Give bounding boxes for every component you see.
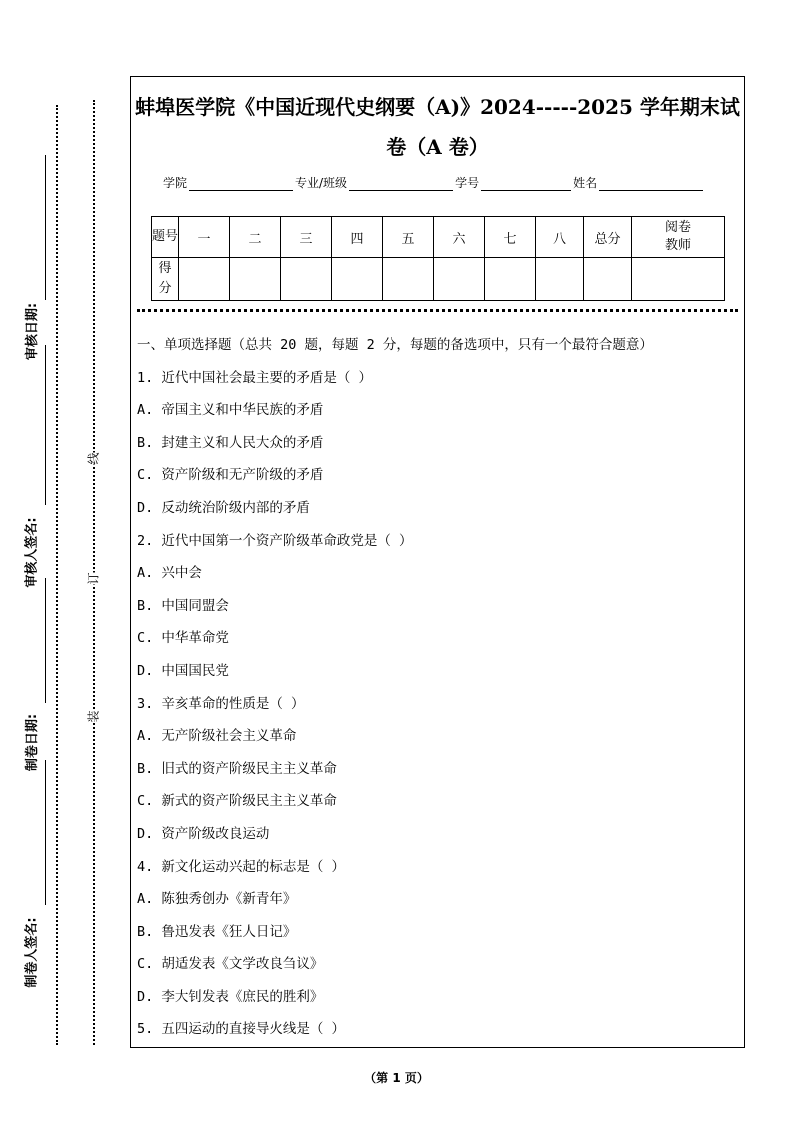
- question-stem: 5. 五四运动的直接导火线是（ ）: [137, 1021, 346, 1038]
- score-col-8: 八: [536, 217, 584, 258]
- reviewer-signature-label: 审核人签名:: [24, 517, 40, 588]
- exam-title-line2: 卷（A 卷）: [386, 135, 489, 159]
- binding-mark-order: 订: [86, 572, 101, 585]
- score-col-3: 三: [281, 217, 332, 258]
- score-table: [151, 216, 725, 301]
- question-option: B. 旧式的资产阶级民主主义革命: [137, 760, 337, 777]
- name-blank[interactable]: [599, 178, 703, 191]
- score-col-1: 一: [179, 217, 230, 258]
- major-class-blank[interactable]: [349, 178, 453, 191]
- question-option: B. 中国同盟会: [137, 597, 229, 614]
- review-date-label: 审核日期:: [25, 302, 41, 361]
- question-option: C. 新式的资产阶级民主主义革命: [137, 793, 337, 810]
- score-col-2: 二: [230, 217, 281, 258]
- binding-mark-line: 线: [86, 452, 101, 465]
- student-info-row: [163, 174, 705, 191]
- question-option: A. 陈独秀创办《新青年》: [137, 891, 297, 908]
- score-cell-total[interactable]: [584, 258, 632, 301]
- question-option: C. 中华革命党: [137, 630, 229, 647]
- question-number-header: 题号: [152, 217, 179, 258]
- score-cell-7[interactable]: [485, 258, 536, 301]
- exam-title-line1: 蚌埠医学院《中国近现代史纲要（A)》2024-----2025 学年期末试: [135, 95, 740, 119]
- question-option: A. 兴中会: [137, 565, 202, 582]
- outer-binding-dotted-line: [56, 105, 58, 1045]
- name-label: 姓名: [573, 176, 598, 190]
- score-row-label: 得分: [152, 258, 179, 301]
- question-stem: 1. 近代中国社会最主要的矛盾是（ ）: [137, 369, 373, 386]
- question-content: [137, 329, 740, 1046]
- score-cell-1[interactable]: [179, 258, 230, 301]
- score-cell-8[interactable]: [536, 258, 584, 301]
- grader-header: 阅卷教师: [632, 217, 725, 258]
- prepare-date-blank[interactable]: [45, 578, 46, 703]
- score-col-5: 五: [383, 217, 434, 258]
- page-number: （第 1 页）: [364, 1071, 429, 1085]
- section-separator: [137, 309, 738, 312]
- student-id-blank[interactable]: [481, 178, 571, 191]
- grader-cell[interactable]: [632, 258, 725, 301]
- review-date-blank[interactable]: [45, 155, 46, 300]
- score-cell-5[interactable]: [383, 258, 434, 301]
- college-blank[interactable]: [189, 178, 293, 191]
- question-option: B. 封建主义和人民大众的矛盾: [137, 434, 324, 451]
- question-option: A. 帝国主义和中华民族的矛盾: [137, 402, 324, 419]
- exam-frame: [130, 76, 745, 1048]
- prepare-date-label: 制卷日期:: [25, 713, 41, 772]
- section-heading: 一、单项选择题（总共 20 题，每题 2 分，每题的备选项中，只有一个最符合题意）: [137, 337, 653, 353]
- score-cell-6[interactable]: [434, 258, 485, 301]
- question-option: D. 李大钊发表《庶民的胜利》: [137, 988, 324, 1005]
- score-col-6: 六: [434, 217, 485, 258]
- preparer-signature-blank[interactable]: [45, 760, 46, 905]
- major-class-label: 专业/班级: [295, 176, 348, 190]
- question-option: C. 资产阶级和无产阶级的矛盾: [137, 467, 324, 484]
- question-option: C. 胡适发表《文学改良刍议》: [137, 956, 324, 973]
- question-option: D. 中国国民党: [137, 662, 229, 679]
- question-option: D. 资产阶级改良运动: [137, 825, 270, 842]
- reviewer-signature-blank[interactable]: [45, 345, 46, 505]
- binding-mark-mount: 装: [86, 710, 101, 723]
- student-id-label: 学号: [455, 176, 480, 190]
- score-cell-2[interactable]: [230, 258, 281, 301]
- question-stem: 4. 新文化运动兴起的标志是（ ）: [137, 858, 346, 875]
- question-stem: 3. 辛亥革命的性质是（ ）: [137, 695, 305, 712]
- question-option: D. 反动统治阶级内部的矛盾: [137, 499, 310, 516]
- score-col-total: 总分: [584, 217, 632, 258]
- college-label: 学院: [163, 176, 188, 190]
- preparer-signature-label: 制卷人签名:: [24, 917, 40, 988]
- question-stem: 2. 近代中国第一个资产阶级革命政党是（ ）: [137, 532, 413, 549]
- score-cell-4[interactable]: [332, 258, 383, 301]
- question-option: A. 无产阶级社会主义革命: [137, 728, 297, 745]
- score-cell-3[interactable]: [281, 258, 332, 301]
- question-option: B. 鲁迅发表《狂人日记》: [137, 923, 297, 940]
- score-col-4: 四: [332, 217, 383, 258]
- score-col-7: 七: [485, 217, 536, 258]
